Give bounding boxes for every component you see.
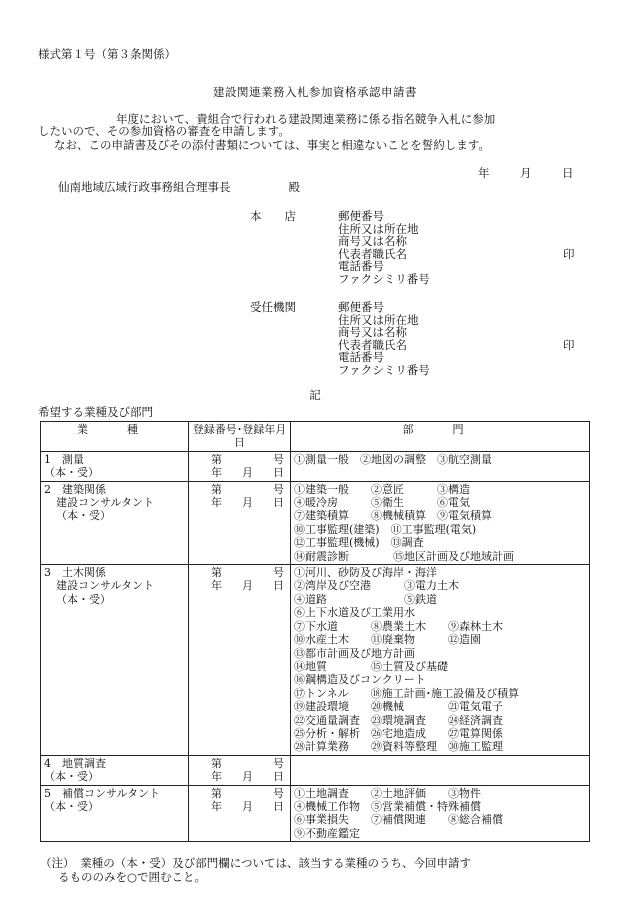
- representative-label: 代表者職氏名: [338, 246, 407, 261]
- dept-line: ⑰トンネル ⑱施工計画･施工設備及び積算: [294, 686, 520, 700]
- company-name-label: 商号又は名称: [338, 234, 407, 248]
- industry-name: 5 補償コンサルタント: [44, 786, 161, 800]
- dept-line: ⑥事業損失 ⑦補償関連 ⑧総合補償: [294, 813, 503, 827]
- reg-hi: 日: [273, 579, 284, 593]
- header-registration: 登録番号･登録年月日: [189, 422, 291, 452]
- dept-line: ①建築一般 ②意匠 ③構造: [294, 482, 470, 496]
- industry-name: 2 建築関係: [44, 482, 106, 496]
- postal-code-label: 郵便番号: [338, 300, 384, 314]
- postal-code-label: 郵便番号: [338, 209, 384, 223]
- registration-cell: [189, 755, 291, 785]
- dept-line: ⑩工事監理(建築) ⑪工事監理(電気): [294, 522, 477, 536]
- dept-line: ①土地調査 ②土地評価 ③物件: [294, 786, 481, 800]
- table-row: [41, 755, 590, 785]
- reg-go: 号: [273, 786, 284, 800]
- registration-date: [211, 579, 284, 592]
- registration-date: [211, 496, 284, 509]
- dept-line: ④道路 ⑤鉄道: [294, 592, 437, 606]
- dept-line: ㉕分析・解析 ㉖宅地造成 ㉗電算関係: [294, 726, 503, 740]
- reg-go: 号: [273, 756, 284, 770]
- dept-cell: [291, 755, 590, 785]
- reg-hi: 日: [273, 496, 284, 510]
- head-office-label: 本 店: [250, 209, 296, 223]
- agent-office-fields: [338, 300, 430, 375]
- phone-label: 電話番号: [338, 350, 384, 364]
- reg-nen: 年: [211, 799, 222, 813]
- reg-tsuki: 月: [242, 579, 253, 593]
- intro-line-1: 年度において、貴組合で行われる建設関連業務に係る指名競争入札に参加: [116, 112, 496, 126]
- dept-line: ⑯鋼構造及びコンクリート: [294, 673, 426, 687]
- reg-hi: 日: [273, 466, 284, 480]
- industry-cell: [41, 755, 189, 785]
- registration-date: [211, 770, 284, 783]
- registration-number: [211, 483, 284, 496]
- phone-label: 電話番号: [338, 259, 384, 273]
- note-line-1: （注） 業種の（本・受）及び部門欄については、該当する業種のうち、今回申請す: [40, 856, 472, 870]
- industry-line: 建設コンサルタント: [56, 496, 155, 510]
- industry-line: （本・受）: [44, 770, 99, 784]
- industry-line: （本・受）: [44, 799, 99, 813]
- dept-line: ⑭地質 ⑮土質及び基礎: [294, 659, 448, 673]
- dept-line: ①測量一般 ②地図の調整 ③航空測量: [294, 452, 492, 466]
- reg-tsuki: 月: [242, 770, 253, 784]
- industry-line: （本・受）: [56, 509, 111, 523]
- reg-tsuki: 月: [242, 496, 253, 510]
- dept-line: ⑫工事監理(機械) ⑬調査: [294, 536, 424, 550]
- dept-cell: [291, 451, 590, 481]
- reg-go: 号: [273, 452, 284, 466]
- reg-dai: 第: [211, 566, 222, 580]
- company-name-label: 商号又は名称: [338, 325, 407, 339]
- reg-dai: 第: [211, 756, 222, 770]
- address-label: 住所又は所在地: [338, 221, 419, 236]
- fax-label: ファクシミリ番号: [338, 271, 430, 286]
- dept-line: ⑦建築積算 ⑧機械積算 ⑨電気積算: [294, 509, 492, 523]
- registration-date: [211, 800, 284, 813]
- reg-hi: 日: [273, 770, 284, 784]
- date-month: 月: [520, 166, 532, 180]
- representative-label: 代表者職氏名: [338, 337, 407, 352]
- registration-number: [211, 453, 284, 466]
- reg-nen: 年: [211, 466, 222, 480]
- dept-line: ⑲建設環境 ⑳機械 ㉑電気電子: [294, 700, 503, 714]
- reg-go: 号: [273, 482, 284, 496]
- reg-dai: 第: [211, 452, 222, 466]
- category-table: [40, 421, 590, 842]
- dept-line: ⑦下水道 ⑧農業土木 ⑨森林土木: [294, 619, 503, 633]
- industry-cell: [41, 481, 189, 564]
- industry-line: （本・受）: [44, 466, 99, 480]
- dept-line: ⑨不動産鑑定: [294, 826, 360, 840]
- fax-label: ファクシミリ番号: [338, 362, 430, 377]
- industry-cell: [41, 785, 189, 842]
- dept-cell: [291, 785, 590, 842]
- industry-name: 1 測量: [44, 452, 84, 466]
- registration-cell: [189, 451, 291, 481]
- note-line-2: るもののみを○で囲むこと。: [58, 870, 207, 884]
- address-label: 住所又は所在地: [338, 312, 419, 327]
- document-title: 建設関連業務入札参加資格承認申請書: [213, 85, 417, 99]
- reg-tsuki: 月: [242, 799, 253, 813]
- table-row: [41, 481, 590, 564]
- header-dept: 部 門: [291, 422, 590, 452]
- ki-marker: 記: [309, 388, 321, 402]
- dept-line: ②湾岸及び空港 ③電力土木: [294, 579, 459, 593]
- registration-number: [211, 757, 284, 770]
- dept-line: ⑥上下水道及び工業用水: [294, 606, 415, 620]
- reg-dai: 第: [211, 786, 222, 800]
- industry-cell: [41, 565, 189, 756]
- date-day: 日: [562, 166, 574, 180]
- reg-nen: 年: [211, 496, 222, 510]
- agent-office-label: 受任機関: [250, 300, 296, 314]
- reg-dai: 第: [211, 482, 222, 496]
- dept-line: ⑬都市計画及び地方計画: [294, 646, 415, 660]
- table-header-row: [41, 422, 590, 452]
- registration-number: [211, 787, 284, 800]
- reg-tsuki: 月: [242, 466, 253, 480]
- dept-line: ⑩水産土木 ⑪廃棄物 ⑫造園: [294, 633, 481, 647]
- industry-name: 3 土木関係: [44, 566, 106, 580]
- reg-nen: 年: [211, 579, 222, 593]
- seal-mark: 印: [563, 247, 575, 261]
- dept-cell: [291, 565, 590, 756]
- registration-number: [211, 566, 284, 579]
- date-line: [478, 166, 574, 180]
- intro-line-3: なお、この申請書及びその添付書類については、事実と相違ないことを誓約します。: [54, 138, 490, 152]
- registration-cell: [189, 565, 291, 756]
- registration-cell: [189, 785, 291, 842]
- addressee-honorific: 殿: [288, 180, 300, 194]
- registration-date: [211, 466, 284, 479]
- industry-line: （本・受）: [56, 592, 111, 606]
- registration-cell: [189, 481, 291, 564]
- dept-line: ⑭耐震診断 ⑮地区計画及び地域計画: [294, 549, 514, 563]
- wish-heading: 希望する業種及び部門: [38, 405, 153, 419]
- dept-cell: [291, 481, 590, 564]
- industry-line: 建設コンサルタント: [56, 579, 155, 593]
- table-row: [41, 451, 590, 481]
- reg-hi: 日: [273, 799, 284, 813]
- reg-go: 号: [273, 566, 284, 580]
- form-number: 様式第１号（第３条関係）: [38, 47, 176, 61]
- addressee-name: 仙南地域広域行政事務組合理事長: [58, 180, 231, 194]
- reg-nen: 年: [211, 770, 222, 784]
- table-row: [41, 565, 590, 756]
- addressee: [58, 180, 300, 194]
- dept-line: ④機械工作物 ⑤営業補償・特殊補償: [294, 799, 481, 813]
- table-row: [41, 785, 590, 842]
- intro-line-2: したいので、その参加資格の審査を申請します。: [38, 124, 290, 138]
- header-industry: 業 種: [41, 422, 189, 452]
- dept-line: ㉒交通量調査 ㉓環境調査 ㉔経済調査: [294, 713, 503, 727]
- industry-cell: [41, 451, 189, 481]
- date-year: 年: [478, 166, 490, 180]
- seal-mark: 印: [563, 338, 575, 352]
- dept-line: ㉘計算業務 ㉙資料等整理 ㉚施工監理: [294, 740, 503, 754]
- head-office-fields: [338, 209, 430, 284]
- dept-line: ①河川、砂防及び海岸・海洋: [294, 566, 437, 580]
- industry-name: 4 地質調査: [44, 756, 106, 770]
- dept-line: ④暖冷房 ⑤衛生 ⑥電気: [294, 496, 470, 510]
